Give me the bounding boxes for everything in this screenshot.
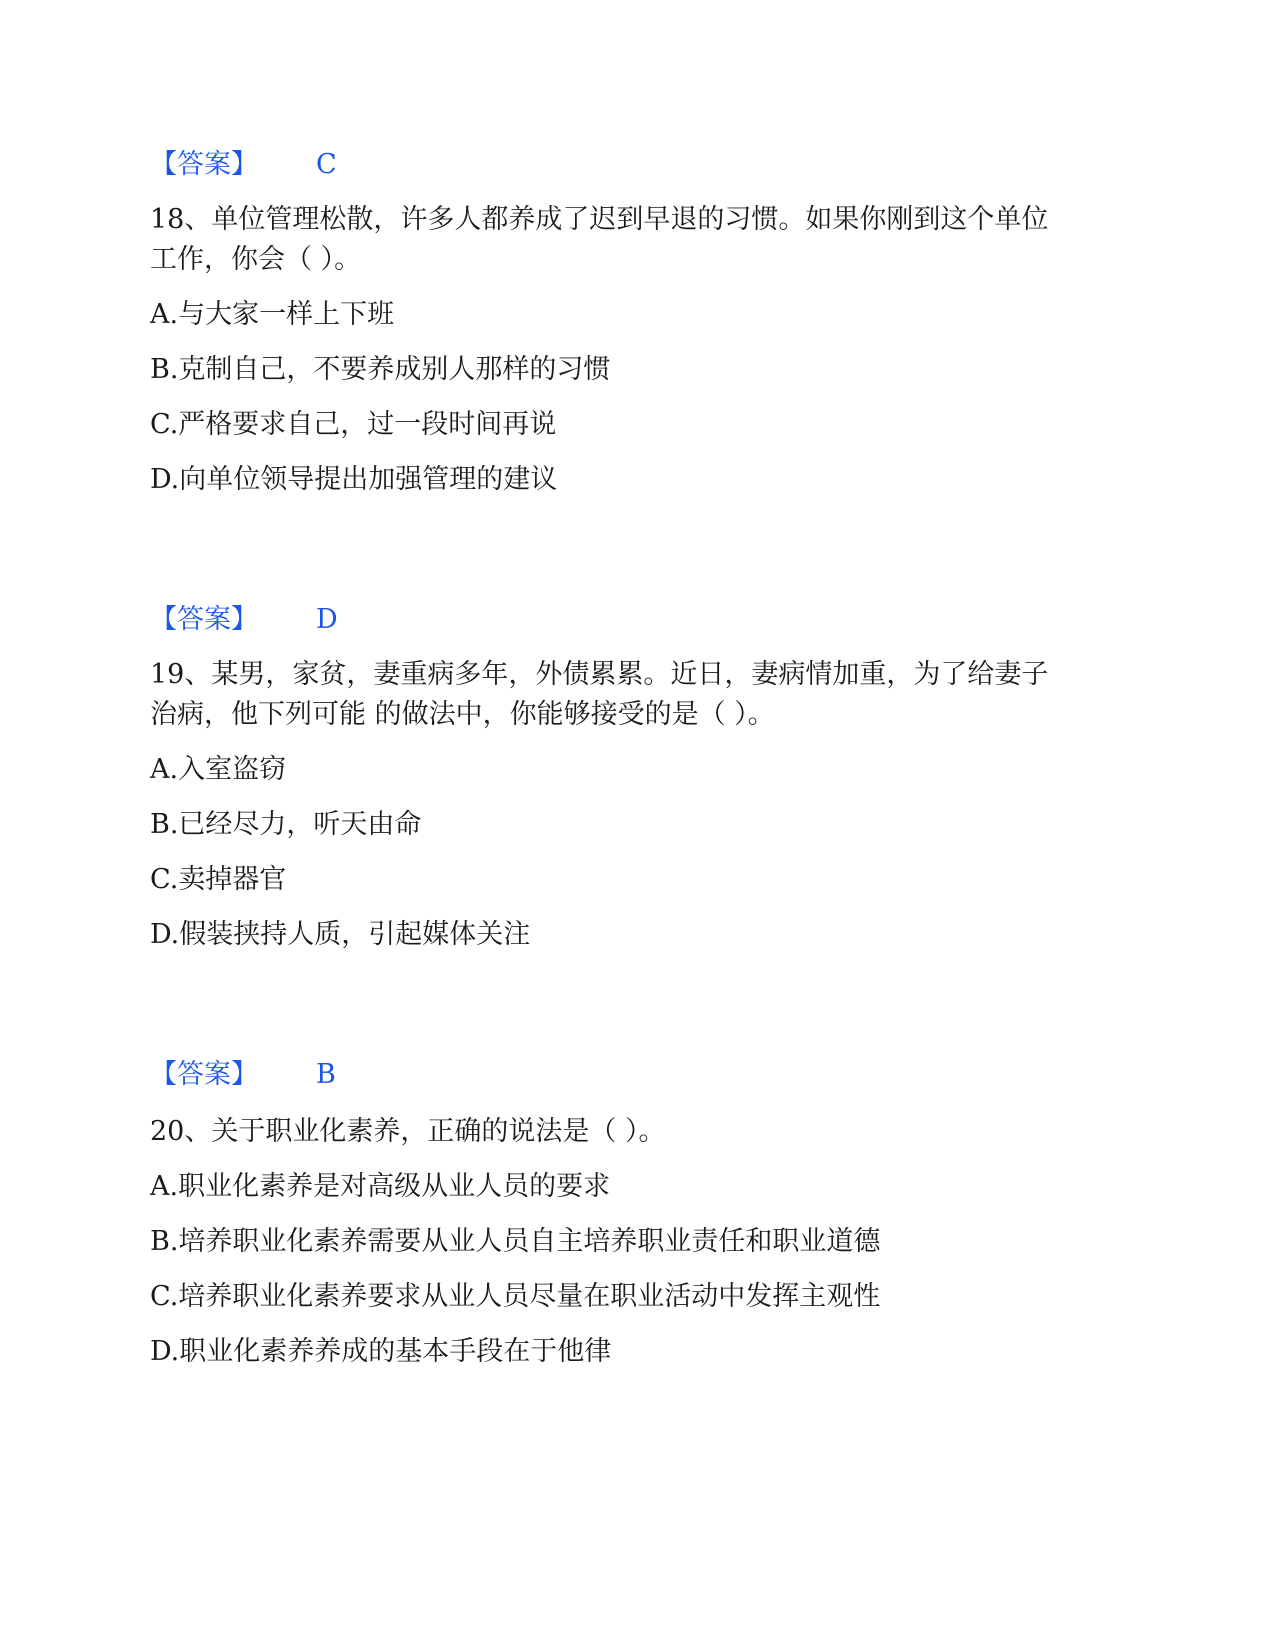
question-20-option-a: A.职业化素养是对高级从业人员的要求	[150, 1171, 611, 1202]
question-18-text-line1: 18、单位管理松散，许多人都养成了迟到早退的习惯。如果你刚到这个单位	[150, 204, 1049, 235]
answer-line-q17	[150, 145, 337, 185]
question-19-text-line2: 治病，他下列可能 的做法中，你能够接受的是（ ）。	[150, 699, 775, 730]
question-18-option-d: D.向单位领导提出加强管理的建议	[150, 464, 558, 495]
answer-line-q19	[150, 1055, 336, 1095]
question-20-option-d: D.职业化素养养成的基本手段在于他律	[150, 1336, 612, 1367]
question-19-text-line1: 19、某男，家贫，妻重病多年，外债累累。近日，妻病情加重，为了给妻子	[150, 659, 1049, 690]
answer-label: 【答案】	[150, 604, 258, 635]
question-20-option-b: B.培养职业化素养需要从业人员自主培养职业责任和职业道德	[150, 1226, 881, 1257]
answer-value: D	[316, 604, 338, 635]
answer-label: 【答案】	[150, 149, 258, 180]
question-18-option-c: C.严格要求自己，过一段时间再说	[150, 409, 557, 440]
question-18-option-b: B.克制自己，不要养成别人那样的习惯	[150, 354, 611, 385]
question-19-option-d: D.假装挟持人质，引起媒体关注	[150, 919, 531, 950]
question-18-text-line2: 工作，你会（ ）。	[150, 244, 362, 275]
answer-value: C	[316, 149, 337, 180]
answer-value: B	[316, 1059, 336, 1090]
question-19-option-a: A.入室盗窃	[150, 754, 287, 785]
question-19-option-b: B.已经尽力，听天由命	[150, 809, 422, 840]
question-20-option-c: C.培养职业化素养要求从业人员尽量在职业活动中发挥主观性	[150, 1281, 881, 1312]
question-20-text-line1: 20、关于职业化素养，正确的说法是（ ）。	[150, 1116, 666, 1147]
question-19-option-c: C.卖掉器官	[150, 864, 287, 895]
question-18-option-a: A.与大家一样上下班	[150, 299, 395, 330]
answer-label: 【答案】	[150, 1059, 258, 1090]
answer-line-q18	[150, 600, 338, 640]
